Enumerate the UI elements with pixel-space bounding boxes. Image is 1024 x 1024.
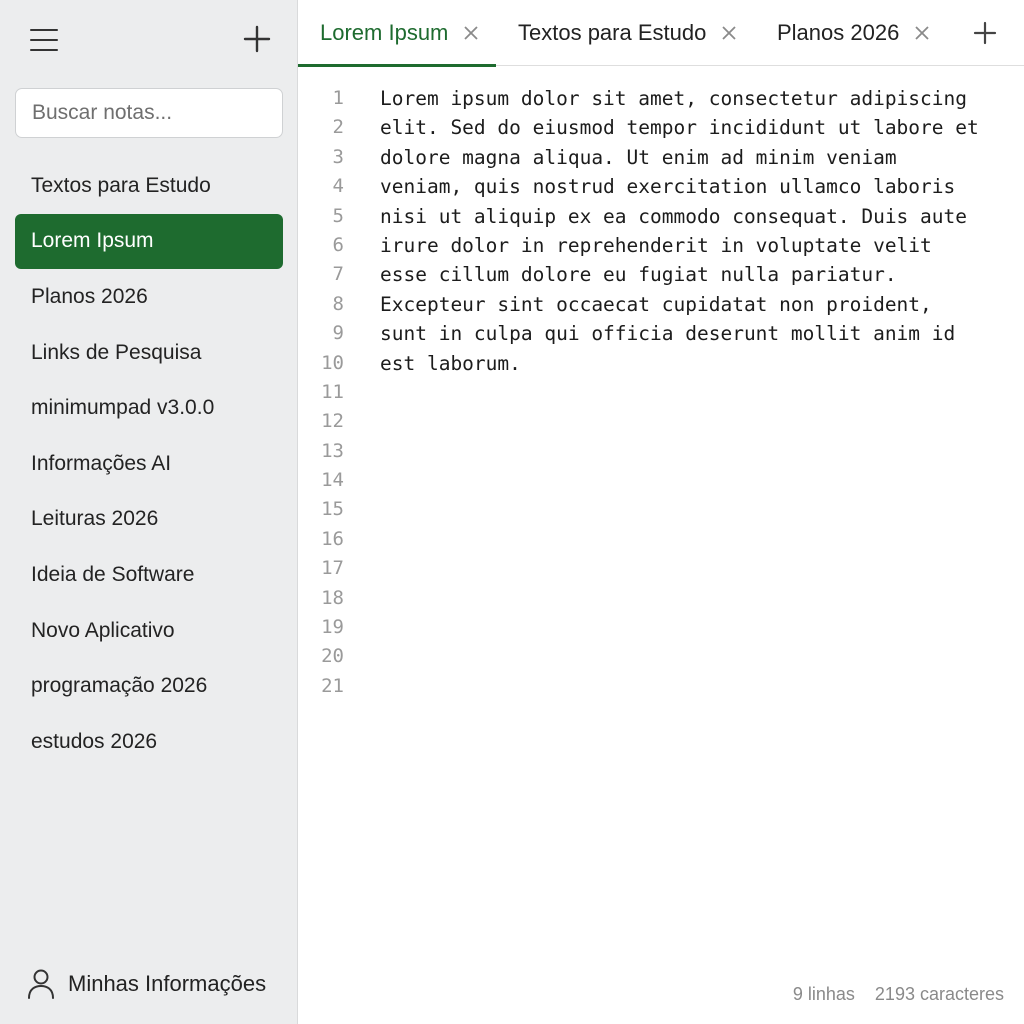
- tab-label: Planos 2026: [777, 20, 900, 45]
- editor-line: Excepteur sint occaecat cupidatat non proident,: [380, 292, 932, 316]
- tab-bar: [298, 0, 1024, 66]
- line-number: 12: [321, 410, 344, 433]
- note-list-item[interactable]: Leituras 2026: [31, 507, 159, 531]
- status-bar: [793, 984, 1004, 1005]
- new-tab-plus-icon[interactable]: [970, 18, 1000, 48]
- editor-line: Lorem ipsum dolor sit amet, consectetur adipiscing: [380, 87, 967, 110]
- user-icon: [26, 968, 56, 1000]
- line-number: 15: [321, 498, 344, 521]
- note-list-item[interactable]: Ideia de Software: [31, 562, 195, 586]
- note-list-item[interactable]: Informações AI: [31, 451, 172, 475]
- line-number: 8: [332, 292, 344, 315]
- editor-line: esse cillum dolore eu fugiat nulla pariatur.: [380, 263, 897, 287]
- close-icon[interactable]: [913, 24, 931, 42]
- hamburger-menu-icon[interactable]: [28, 26, 60, 54]
- line-number: 18: [321, 586, 344, 609]
- search-input[interactable]: [15, 88, 283, 138]
- line-number: 10: [321, 351, 344, 374]
- line-number: 9: [332, 322, 344, 345]
- line-number: 20: [321, 645, 344, 668]
- main-area: [298, 0, 1024, 1024]
- user-info-button[interactable]: [26, 968, 266, 1000]
- char-count: 2193 caracteres: [874, 984, 1004, 1004]
- tab-planos-2026[interactable]: [777, 0, 931, 66]
- note-list-item[interactable]: Lorem Ipsum: [15, 214, 283, 270]
- line-number: 2: [332, 116, 344, 139]
- editor-content[interactable]: [380, 84, 1020, 378]
- tab-lorem-ipsum[interactable]: [298, 0, 496, 66]
- tab-textos-para-estudo[interactable]: [518, 0, 738, 66]
- line-number: 13: [321, 439, 344, 462]
- editor-line: sunt in culpa qui officia deserunt mollit anim id: [380, 322, 956, 346]
- add-note-button[interactable]: [240, 22, 274, 56]
- line-number: 17: [321, 557, 344, 580]
- note-list-item[interactable]: programação 2026: [31, 674, 208, 698]
- line-number: 14: [321, 469, 344, 492]
- line-number: 1: [332, 87, 344, 109]
- line-number: 16: [321, 527, 344, 550]
- line-number: 6: [332, 233, 344, 256]
- close-icon[interactable]: [720, 24, 738, 42]
- sidebar-header: [0, 0, 297, 80]
- line-number: 4: [332, 175, 344, 198]
- editor-line: irure dolor in reprehenderit in voluptate velit: [380, 233, 932, 257]
- editor-line: est laborum.: [380, 351, 521, 375]
- line-count: 9 linhas: [792, 984, 855, 1004]
- tab-label: Lorem Ipsum: [320, 20, 449, 45]
- line-number: 3: [332, 145, 344, 168]
- line-number: 11: [321, 380, 344, 403]
- editor-line: veniam, quis nostrud exercitation ullamco laboris: [380, 175, 956, 199]
- note-list-item[interactable]: Novo Aplicativo: [31, 618, 175, 642]
- note-list: [15, 158, 283, 770]
- line-number: 21: [321, 674, 344, 697]
- line-number: 7: [332, 263, 344, 286]
- note-list-item[interactable]: minimumpad v3.0.0: [31, 396, 215, 420]
- line-number: 5: [332, 204, 344, 227]
- line-number-gutter: [298, 84, 362, 701]
- close-icon[interactable]: [462, 24, 480, 42]
- tab-label: Textos para Estudo: [518, 20, 707, 45]
- editor-line: elit. Sed do eiusmod tempor incididunt ut labore et: [380, 116, 979, 140]
- editor-line: dolore magna aliqua. Ut enim ad minim veniam: [380, 145, 897, 169]
- note-list-item[interactable]: estudos 2026: [31, 729, 158, 753]
- sidebar: [0, 0, 298, 1024]
- editor-line: nisi ut aliquip ex ea commodo consequat. Duis aute: [380, 204, 967, 228]
- note-list-item[interactable]: Planos 2026: [31, 284, 148, 308]
- line-number: 19: [321, 616, 344, 639]
- note-list-item[interactable]: Textos para Estudo: [31, 173, 211, 197]
- note-list-item[interactable]: Links de Pesquisa: [31, 340, 202, 364]
- user-info-label: Minhas Informações: [68, 971, 267, 996]
